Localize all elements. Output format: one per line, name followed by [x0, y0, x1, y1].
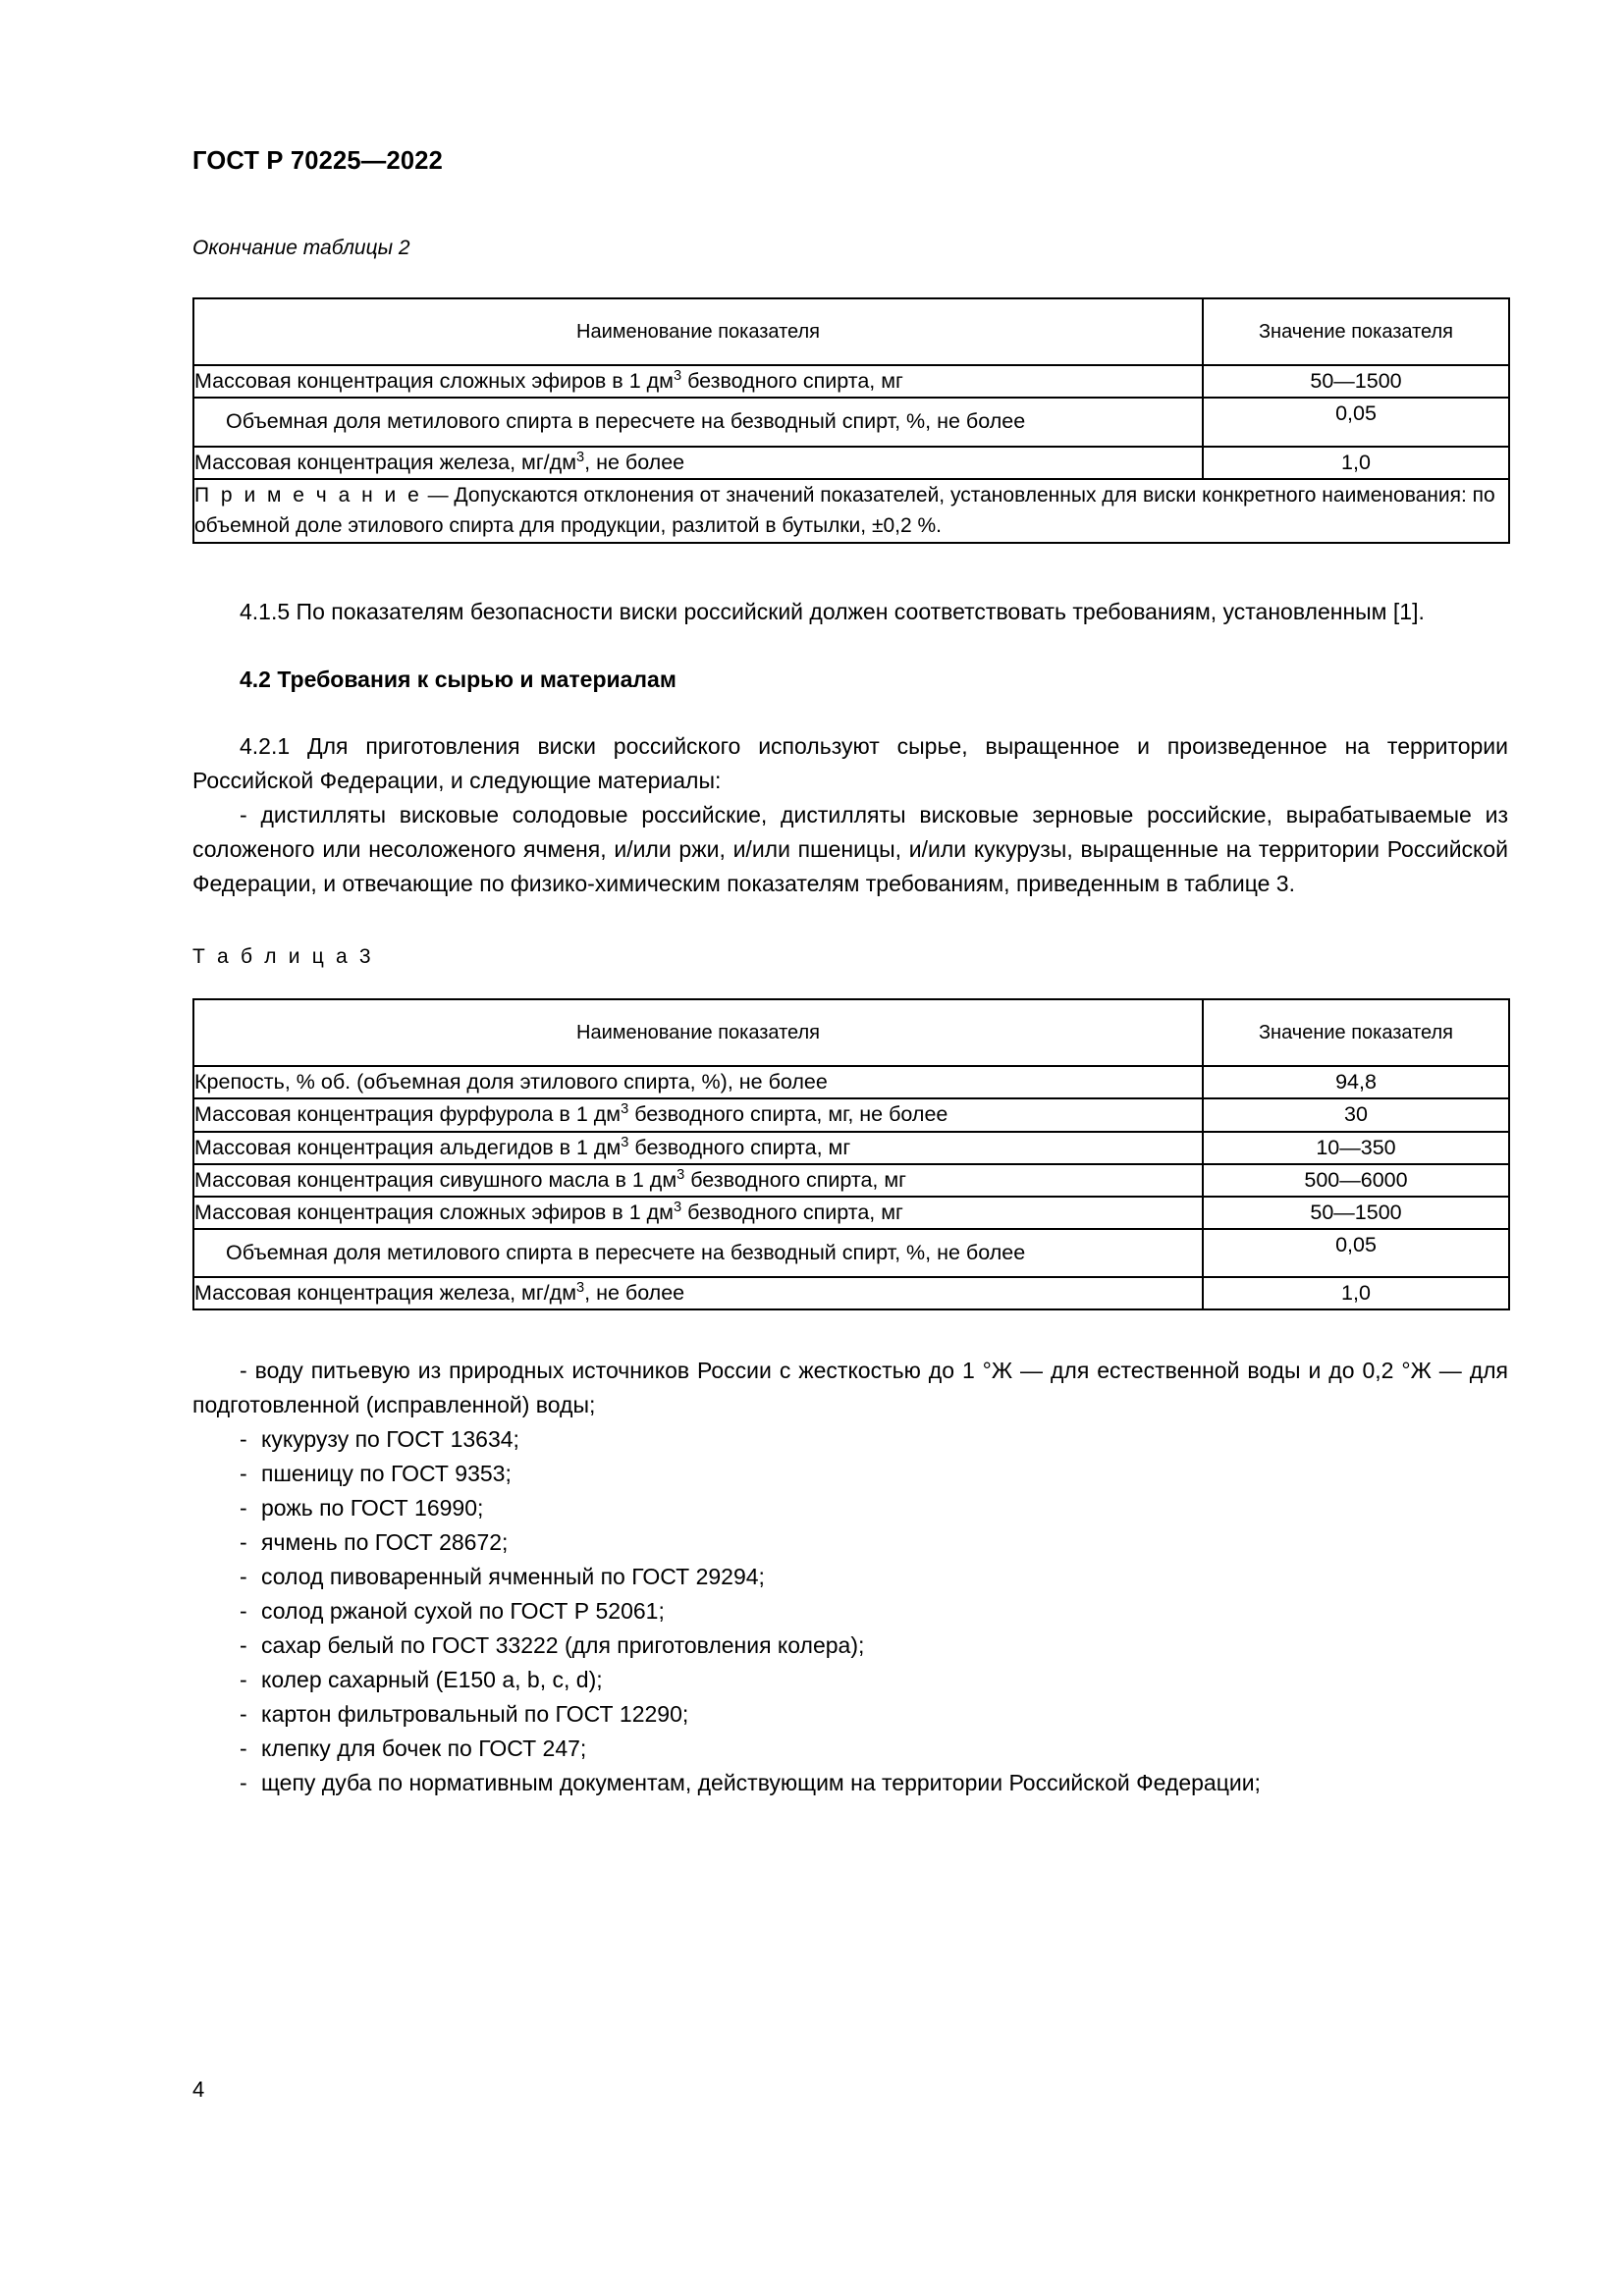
- dash-marker: -: [240, 1495, 247, 1522]
- dash-marker: -: [240, 1700, 247, 1727]
- list-item-label: рожь по ГОСТ 16990;: [261, 1495, 484, 1522]
- cell-text-pre: Объемная доля метилового спирта в пересчете на безводный спирт, %, не более: [226, 1241, 1026, 1265]
- page-number: 4: [192, 2077, 205, 2102]
- cell-superscript: 3: [575, 1280, 585, 1297]
- list-item-label: щепу дуба по нормативным документам, действующим на территории Российской Федерации;: [261, 1769, 1261, 1795]
- column-header-indicator-name: Наименование показателя: [193, 298, 1203, 365]
- cell-text-post: безводного спирта, мг: [681, 369, 903, 394]
- cell-superscript: 3: [575, 449, 585, 465]
- page-content: [192, 147, 1508, 1800]
- table-row: [193, 1197, 1509, 1229]
- spacer: [192, 1310, 1508, 1354]
- materials-list: [192, 1354, 1508, 1799]
- cell-indicator-name: [193, 365, 1203, 398]
- list-item: [192, 1422, 1508, 1457]
- table-row: [193, 1098, 1509, 1131]
- cell-text-pre: Массовая концентрация фурфурола в 1 дм: [194, 1102, 622, 1127]
- list-item: [192, 1697, 1508, 1732]
- table-row: [193, 365, 1509, 398]
- cell-indicator-name: [193, 1229, 1203, 1277]
- dash-marker: -: [240, 1769, 247, 1795]
- table-row: [193, 1066, 1509, 1098]
- dash-marker: -: [240, 1564, 247, 1590]
- cell-indicator-value: 1,0: [1203, 1277, 1509, 1309]
- table-3: [192, 998, 1510, 1310]
- table2-continuation-caption: Окончание таблицы 2: [192, 237, 410, 260]
- dash-marker: -: [240, 1426, 247, 1453]
- list-item-label: кукурузу по ГОСТ 13634;: [261, 1426, 519, 1453]
- cell-text-pre: Массовая концентрация альдегидов в 1 дм: [194, 1135, 622, 1159]
- cell-text-pre: Массовая концентрация сивушного масла в 1 дм: [194, 1167, 677, 1192]
- table-row: [193, 447, 1509, 479]
- spacer: [192, 696, 1508, 729]
- list-item: [192, 1663, 1508, 1697]
- table-header-row: [193, 999, 1509, 1066]
- running-header-standard-number: ГОСТ Р 70225—2022: [192, 147, 444, 175]
- list-item: [192, 1525, 1508, 1560]
- clause-4-1-5: 4.1.5 По показателям безопасности виски российский должен соответствовать требованиям, установленным [1].: [240, 598, 1425, 624]
- dash-marker: -: [240, 1666, 247, 1692]
- table-header-row: [193, 298, 1509, 365]
- table3-caption: Т а б л и ц а 3: [192, 944, 374, 968]
- list-item-label: сахар белый по ГОСТ 33222 (для приготовления колера);: [261, 1631, 865, 1658]
- dash-marker: -: [240, 1461, 247, 1487]
- list-item-label: солод ржаной сухой по ГОСТ Р 52061;: [261, 1598, 665, 1625]
- table-row: [193, 1132, 1509, 1164]
- table-row: [193, 1164, 1509, 1197]
- dash-marker: -: [240, 1631, 247, 1658]
- cell-indicator-value: 10—350: [1203, 1132, 1509, 1164]
- table-row: [193, 1277, 1509, 1309]
- table-note-row: [193, 479, 1509, 543]
- cell-text-pre: Объемная доля метилового спирта в пересчете на безводный спирт, %, не более: [226, 409, 1026, 434]
- cell-indicator-name: [193, 1132, 1203, 1164]
- list-item-label: - воду питьевую из природных источников России с жесткостью до 1 °Ж — для естественной воды и до 0,2 °Ж — для подготовленной (исправленной) воды;: [192, 1358, 1508, 1418]
- dash-marker: -: [240, 1598, 247, 1625]
- cell-text-pre: Крепость, % об. (объемная доля этилового спирта, %), не более: [194, 1070, 828, 1095]
- list-item-label: колер сахарный (Е150 a, b, c, d);: [261, 1666, 603, 1692]
- cell-indicator-name: [193, 1164, 1203, 1197]
- list-item-label: солод пивоваренный ячменный по ГОСТ 29294;: [261, 1564, 765, 1590]
- cell-superscript: 3: [677, 1166, 685, 1183]
- list-item: [192, 1457, 1508, 1491]
- cell-superscript: 3: [621, 1101, 629, 1118]
- cell-indicator-value: 0,05: [1203, 398, 1509, 446]
- spacer: [192, 629, 1508, 663]
- list-item: [192, 1629, 1508, 1663]
- cell-text-pre: Массовая концентрация железа, мг/дм: [194, 1281, 576, 1306]
- cell-indicator-name: [193, 447, 1203, 479]
- section-heading-4-2: 4.2 Требования к сырью и материалам: [240, 666, 677, 692]
- cell-text-post: безводного спирта, мг: [684, 1167, 906, 1192]
- table-2-end: [192, 297, 1510, 544]
- cell-indicator-name: [193, 398, 1203, 446]
- dash-marker: -: [240, 1529, 247, 1556]
- list-item-label: ячмень по ГОСТ 28672;: [261, 1529, 509, 1556]
- cell-text-post: безводного спирта, мг: [681, 1200, 903, 1224]
- cell-superscript: 3: [673, 1199, 682, 1215]
- cell-indicator-value: 30: [1203, 1098, 1509, 1131]
- list-item: [192, 1766, 1508, 1800]
- table-note: [193, 479, 1509, 543]
- cell-indicator-name: [193, 1197, 1203, 1229]
- cell-text-pre: Массовая концентрация железа, мг/дм: [194, 450, 576, 474]
- list-item-label: пшеницу по ГОСТ 9353;: [261, 1461, 512, 1487]
- cell-indicator-value: 50—1500: [1203, 365, 1509, 398]
- spacer: [192, 544, 1508, 595]
- cell-indicator-name: [193, 1066, 1203, 1098]
- cell-indicator-value: 94,8: [1203, 1066, 1509, 1098]
- column-header-indicator-value: Значение показателя: [1203, 298, 1509, 365]
- list-item-label: картон фильтровальный по ГОСТ 12290;: [261, 1700, 689, 1727]
- list-item: [192, 1354, 1508, 1422]
- column-header-indicator-value: Значение показателя: [1203, 999, 1509, 1066]
- table-row: [193, 1229, 1509, 1277]
- cell-text-post: , не более: [584, 1281, 685, 1306]
- cell-text-post: , не более: [584, 450, 685, 474]
- cell-text-pre: Массовая концентрация сложных эфиров в 1 дм: [194, 1200, 674, 1224]
- cell-superscript: 3: [621, 1134, 629, 1150]
- list-item: [192, 1732, 1508, 1766]
- note-text: — Допускаются отклонения от значений показателей, установленных для виски конкретного наименования: по объемной доле этилового спирта для продукции, разлитой в бутылки, ±0,2 %.: [194, 483, 1495, 538]
- cell-indicator-name: [193, 1098, 1203, 1131]
- cell-indicator-name: [193, 1277, 1203, 1309]
- cell-indicator-value: 50—1500: [1203, 1197, 1509, 1229]
- clause-4-2-1: 4.2.1 Для приготовления виски российского используют сырье, выращенное и произведенное на территории Российской Федерации, и следующие материалы:: [192, 733, 1508, 794]
- list-item: [192, 1560, 1508, 1594]
- cell-text-pre: Массовая концентрация сложных эфиров в 1 дм: [194, 369, 674, 394]
- list-item-label: клепку для бочек по ГОСТ 247;: [261, 1735, 587, 1761]
- cell-text-post: безводного спирта, мг: [628, 1135, 851, 1159]
- cell-superscript: 3: [673, 368, 682, 385]
- table-row: [193, 398, 1509, 446]
- cell-indicator-value: 0,05: [1203, 1229, 1509, 1277]
- list-item: [192, 1491, 1508, 1525]
- spacer: [192, 901, 1508, 944]
- cell-text-post: безводного спирта, мг, не более: [628, 1102, 948, 1127]
- cell-indicator-value: 1,0: [1203, 447, 1509, 479]
- list-item: [192, 1594, 1508, 1629]
- note-label: П р и м е ч а н и е: [194, 483, 422, 507]
- column-header-indicator-name: Наименование показателя: [193, 999, 1203, 1066]
- dash-marker: -: [240, 1735, 247, 1761]
- bullet-distillates: - дистилляты висковые солодовые российские, дистилляты висковые зерновые российские, вырабатываемые из соложеного или несоложеного ячменя, и/или ржи, и/или пшеницы, и/или кукурузы, выращенные на территории Российской Федерации, и отвечающие по физико-химическим показателям требованиям, приведенным в таблице 3.: [192, 802, 1508, 897]
- cell-indicator-value: 500—6000: [1203, 1164, 1509, 1197]
